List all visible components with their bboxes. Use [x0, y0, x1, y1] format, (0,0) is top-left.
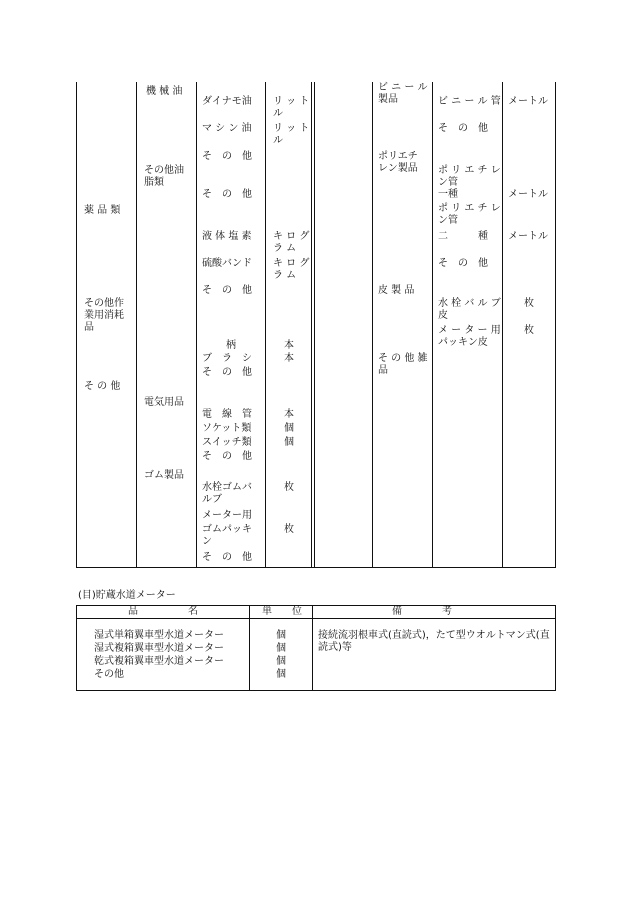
- unit-label: メートル: [508, 231, 548, 242]
- item-label: マ シ ン 油: [202, 123, 252, 134]
- meter-unit: 個: [276, 669, 286, 680]
- meter-item: 湿式複箱翼車型水道メーター: [94, 643, 224, 654]
- subcategory-label: 電気用品: [144, 397, 184, 408]
- meter-notes: 接続流羽根車式(直読式)，たて型ウオルトマン式(直読式)等: [318, 630, 550, 653]
- item-label: そ の 他: [202, 451, 252, 462]
- meter-table-column-divider: [249, 605, 250, 691]
- item-label: 水 栓 バ ル ブ 皮: [438, 298, 501, 321]
- item-label: メーター用: [202, 510, 252, 521]
- meter-table-left-border: [76, 605, 77, 691]
- subcategory-label: 皮 製 品: [378, 285, 415, 296]
- center-double-divider: [314, 82, 315, 568]
- unit-label: リ ッ ト ル: [273, 96, 310, 119]
- subcategory-label: そ の 他 雑 品: [378, 353, 428, 376]
- item-label: そ の 他: [438, 258, 488, 269]
- column-divider: [502, 82, 503, 568]
- header-notes: 備 考: [392, 606, 452, 617]
- column-divider: [432, 82, 433, 568]
- item-label: 液 体 塩 素: [202, 231, 252, 242]
- item-label: そ の 他: [202, 189, 252, 200]
- unit-label: 枚: [284, 524, 294, 535]
- column-divider: [265, 82, 266, 568]
- category-label: 薬 品 類: [84, 205, 121, 216]
- item-label: ブ ラ シ: [202, 353, 252, 364]
- upper-table-bottom-border: [76, 567, 556, 568]
- item-label: メ ー タ ー 用 パッキン皮: [438, 325, 501, 348]
- meter-item: 湿式単箱翼車型水道メーター: [94, 630, 224, 641]
- subcategory-label: その他油 脂類: [144, 165, 184, 188]
- subcategory-label: 機 械 油: [146, 86, 183, 97]
- category-label: その他作 業用消耗 品: [84, 298, 124, 333]
- meter-unit: 個: [276, 643, 286, 654]
- meter-table-bottom-border: [76, 690, 556, 691]
- meter-table-header-border: [76, 618, 556, 619]
- item-label: ソケット類: [202, 423, 252, 434]
- unit-label: 個: [284, 423, 294, 434]
- item-label: 硫酸バンド: [202, 258, 252, 269]
- subcategory-label: ゴム製品: [144, 470, 184, 481]
- item-label: そ の 他: [202, 151, 252, 162]
- meter-item: 乾式複箱翼車型水道メーター: [94, 656, 224, 667]
- upper-table-left-border: [76, 82, 77, 568]
- column-divider: [136, 82, 137, 568]
- unit-label: リ ッ ト ル: [273, 123, 310, 146]
- item-label: 水栓ゴムバ ルブ: [202, 482, 252, 505]
- item-label: ポ リ エ チ レ ン管 一種: [438, 165, 501, 200]
- item-label: 電 線 管: [202, 409, 252, 420]
- item-label: ビ ニ ー ル 管: [438, 96, 501, 107]
- meter-item: その他: [94, 669, 124, 680]
- item-label: 二 種: [438, 231, 488, 242]
- column-divider: [196, 82, 197, 568]
- item-label: そ の 他: [202, 367, 252, 378]
- unit-label: キ ロ グ ラ ム: [273, 258, 310, 281]
- meter-table-column-divider: [312, 605, 313, 691]
- unit-label: メートル: [508, 96, 548, 107]
- subcategory-label: ポリエチ レン製品: [378, 151, 418, 174]
- header-item-name: 品 名: [128, 606, 198, 617]
- category-label: そ の 他: [84, 381, 121, 392]
- unit-label: 枚: [284, 482, 294, 493]
- item-label: スイッチ類: [202, 437, 252, 448]
- unit-label: 枚: [524, 298, 534, 309]
- unit-label: 本: [284, 409, 294, 420]
- item-label: そ の 他: [438, 123, 488, 134]
- column-divider: [372, 82, 373, 568]
- unit-label: メートル: [508, 189, 548, 200]
- meter-unit: 個: [276, 656, 286, 667]
- item-label: ダイナモ油: [202, 96, 252, 107]
- item-label: 柄: [226, 340, 236, 351]
- item-label: ゴムパッキ ン: [202, 524, 252, 547]
- unit-label: 本: [284, 353, 294, 364]
- item-label: そ の 他: [202, 552, 252, 563]
- subcategory-label: ビ ニ ー ル 製品: [378, 82, 428, 105]
- section-title: (目)貯蔵水道メーター: [78, 590, 176, 601]
- meter-table-right-border: [555, 605, 556, 691]
- unit-label: キ ロ グ ラ ム: [273, 231, 310, 254]
- meter-unit: 個: [276, 630, 286, 641]
- upper-table-right-border: [555, 82, 556, 568]
- unit-label: 本: [284, 340, 294, 351]
- unit-label: 枚: [524, 325, 534, 336]
- item-label: ポ リ エ チ レ ン管: [438, 203, 501, 226]
- item-label: そ の 他: [202, 285, 252, 296]
- unit-label: 個: [284, 437, 294, 448]
- center-double-divider: [311, 82, 312, 568]
- header-unit: 単 位: [262, 606, 302, 617]
